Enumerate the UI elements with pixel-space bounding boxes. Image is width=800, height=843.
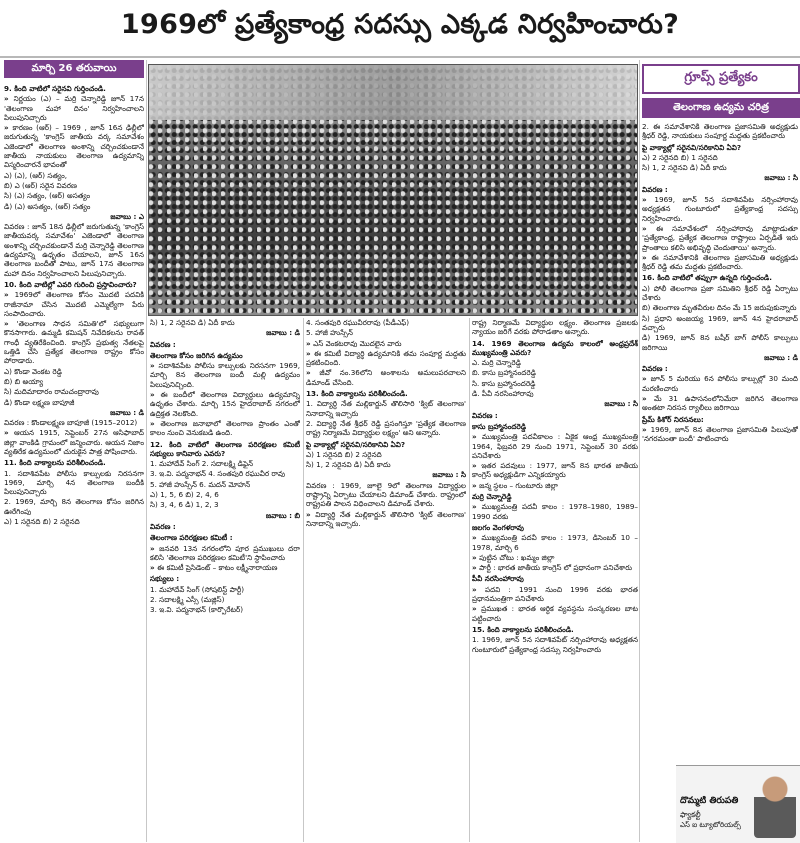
paragraph: మర్రి చెన్నారెడ్డి [472,492,512,502]
column-3 [306,318,466,840]
paragraph: బి. కాసు బ్రహ్మానందరెడ్డి [472,368,536,378]
paragraph: » తెలంగాణ జనాభాలో తెలంగాణ ప్రాంతం ఎంతో కాలం నుంచి వెనుకబడి ఉంది. [150,419,300,438]
paragraph: ఎ. మర్రి చెన్నారెడ్డి [472,358,521,368]
paragraph: 2. విద్యార్థి నేత శ్రీధర్ రెడ్డి ప్రసంగిస్తూ 'ప్రత్యేక తెలంగాణ రాష్ట్ర నిర్మాణమే విద్యార్థుల లక్ష్యం' అని అన్నారు. [306,418,466,438]
column-1 [4,82,144,840]
paragraph: » పదవి : 1991 నుంచి 1996 వరకు భారత ప్రధానమంత్రిగా పనిచేశారు [472,585,638,604]
paragraph: 1. మహాదేవ్ సింగ్ (సోషలిస్ట్ పార్టీ) [150,584,245,594]
paragraph: » సదాశివపేట పోలీసు కాల్పులకు నిరసనగా 1969, మార్చి 8న తెలంగాణ బందీ మల్లి ఉద్యమం పిలుపునిచ్చింది. [150,361,300,389]
paragraph: తెలంగాణ కోసం జరిగిన ఉద్యమం [150,350,243,360]
paragraph: » ప్రముఖత : భారత ఆర్థిక వ్యవస్థను సంస్కరణల బాట పట్టించారు [472,604,638,623]
paragraph: » ఈ సమావేశానికి తెలంగాణ ప్రజాసమితి అధ్యక్షుడు శ్రీధర్ రెడ్డి తమ మద్దతు ప్రకటించారు. [642,253,798,272]
paragraph: ప్రేమ్ కిశోర్ నిరసనలు: [642,414,704,424]
paragraph: సి) ప్రధాని అంజయ్య 1969, జూన్ 4న హైదరాబాద్ వచ్చారు [642,313,798,332]
paragraph: జవాబు : డి [110,407,144,417]
paragraph: 5. హాజీ హుస్సేన్ [306,328,353,338]
paragraph: సి) 3, 4, 6 డి) 1, 2, 3 [150,500,219,510]
crowd-photo [148,64,638,316]
paragraph: 1. విద్యార్థి నేత మల్లికార్జున్ తొలిసారి 'క్విట్ తెలంగాణ' నినాదాన్ని ఇచ్చారు [306,399,466,418]
paragraph: 14. 1969 తెలంగాణ ఉద్యమ కాలంలో అంధ్రప్రదేశ్ ముఖ్యమంత్రి ఎవరు? [472,338,638,357]
paragraph: 16. కింది వాటిలో తప్పుగా ఉన్నది గుర్తించండి. [642,273,772,283]
paragraph: జవాబు : డి [764,352,798,362]
paragraph: జవాబు : ఎ [110,211,144,221]
paragraph: » పార్టీ : భారత జాతీయ కాంగ్రెస్ లో ప్రధానంగా పనిచేశారు [472,563,638,572]
paragraph: » ఈ కమిటీ ప్రెసిడెంట్ – కాటం లక్ష్మీనారాయణ [150,563,300,572]
paragraph: » కారణం (ఆర్) – 1969 , జూన్ 16న ఢిల్లీలో జరుగుతున్న 'కాంగ్రెస్ జాతీయ వర్క సమావేశం ఎజెండాలో తెలంగాణ అంశాన్ని చర్చించకుండానే జాతీయ నాయకులు తెలంగాణ ఉద్యమాన్ని విస్మరించారనే భావంతో [4,123,144,169]
paragraph: ఎ) 1, 5, 6 బి) 2, 4, 6 [150,490,219,500]
paragraph: 4. సంతపురి రఘువీరరావు (పీడీఎఫ్) [306,318,410,327]
paragraph: » ఈ బందీలో తెలంగాణ విద్యార్థులు ఉద్యమాన్ని ఉధృతం చేశారు. మార్చి 15న హైదరాబాద్ నగరంలో ఉద్రిక్తత నెలకొంది. [150,390,300,418]
paragraph: పై వాక్యాల్లో సరైనవి/సరికానివి ఏవి? [642,142,742,152]
paragraph: » ఆయన 1915, సెప్టెంబర్ 27న ఆసిఫాబాద్ జిల్లా వాంకిడి గ్రామంలో జన్మించారు. ఆయన నిజాం వ్యతిరేక ఉద్యమంలో చురుకైన పాత్ర పోషించారు. [4,428,144,456]
paragraph: సి. కాసు బ్రహ్మానందరెడ్డి [472,378,536,388]
avatar [754,770,796,838]
paragraph: ఎ) కొండా వెంకట రెడ్డి [4,366,62,376]
paragraph: డి) 1969, జూన్ 8న బషీర్ బాగ్ పోలీస్ కాల్పులు జరిగాయి [642,333,798,352]
paragraph: సి) (ఎ) సత్యం, (ఆర్) అసత్యం [4,191,91,201]
page-headline: 1969లో ప్రత్యేకాంధ్ర సదస్సు ఎక్కడ నిర్వహించారు? [120,9,680,40]
author-org: ఎస్ ఐ ట్యూటోరియల్స్ [680,821,741,829]
paragraph: డి) (ఎ) అసత్యం, (ఆర్) సత్యం [4,201,91,211]
author-card [676,765,800,843]
paragraph: వివరణ : జూన్ 18న ఢిల్లీలో జరుగుతున్న 'కాంగ్రెస్ జాతీయవర్క సమావేశం' ఎజెండాలో తెలంగాణ అంశాన్ని చర్చించకుండానే మర్రి చెన్నారెడ్డి తెలంగాణ ఉద్యమాన్ని ఉధృతం చేయాలని, జూన్ 16న తెలంగాణ బందీతో పాటు, జూన్ 17న తెలంగాణ మహా దినం నిర్వహించాలని పిలుపునిచ్చారు. [4,222,144,278]
paragraph: » ఈ కమిటీ విద్యార్థి ఉద్యమానికి తమ సంపూర్ణ మద్దతు ప్రకటించింది. [306,349,466,368]
paragraph: వివరణ : [642,184,668,194]
author-role: ఫ్యాకల్టీ [680,810,701,819]
paragraph: 9. కింది వాటిలో సరైనవి గుర్తించండి. [4,84,106,93]
paragraph: సభ్యులు : [150,574,180,584]
paragraph: » జూన్ 5 మరియు 6న పోలీసు కాల్పుల్లో 30 మంది మరణించారు [642,374,798,393]
paragraph: ఎ) పోలీ తెలంగాణ ప్రజా సమితిని శ్రీధర్ రెడ్డి ఏర్పాటు చేశారు [642,283,798,303]
paragraph: జలగం వెంగళరావు [472,522,524,532]
column-5 [642,122,798,762]
paragraph: సి) మదిమాదారం రామచంద్రారావు [4,387,99,397]
paragraph: » జనవరి 13న నగరంలోని పూర ప్రముఖులు దరా కలిసి 'తెలంగాణ పరిరక్షణల కమిటీ'ని స్థాపించారు [150,544,300,563]
paragraph: వివరణ : [150,521,176,531]
paragraph: జవాబు : బి [265,510,300,520]
paragraph: » పుట్టిన చోటు : ఖమ్మం జిల్లా [472,553,638,562]
paragraph: బి) బి అయ్యా [4,376,44,386]
paragraph: వివరణ : [642,364,668,374]
paragraph: » జీవో నం.36లోని అంశాలను అమలుపరచాలని డిమాండ్ చేసింది. [306,368,466,387]
paragraph: వివరణ : కొండాలక్ష్మణ బాపూజీ (1915–2012) [4,418,138,428]
paragraph: వివరణ : [472,410,498,420]
paragraph: జవాబు : సి [604,399,638,409]
paragraph: 1. సదాశివపేట పోలీసు కాల్పులకు నిరసనగా 1969, మార్చి 4న తెలంగాణ బందీకి పిలుపునిచ్చారు [4,468,144,497]
paragraph: ఎ) 1 సరైనది బి) 2 సరైనది [306,449,382,459]
paragraph: సి) 1, 2 సరైనవి డి) ఏదీ కాదు [150,318,235,327]
paragraph: బి) ఎ (ఆర్) సరైన వివరణ [4,180,77,190]
paragraph: ఎ) (ఎ), (ఆర్) సత్యం, [4,170,68,180]
date-tag: మార్చి 26 తరువాయి [4,60,144,78]
author-name: దొమ్మటి తిరుపతి [680,796,739,806]
paragraph: 12. కింది వాటిలో తెలంగాణ పరిరక్షణల కమిటీ సభ్యులు కానివారు ఎవరు? [150,439,300,458]
paragraph: జవాబు : డి [266,328,300,338]
paragraph: ఎ) 2 సరైనది బి) 1 సరైనది [642,152,718,162]
paragraph: » విద్యార్థి నేత మల్లికార్జున్ తొలిసారి 'క్విట్ తెలంగాణ' నినాదాన్ని ఇచ్చారు. [306,510,466,529]
paragraph: డి. పీవీ నరసింహారావు [472,389,534,399]
paragraph: 2. సదాలక్ష్మి ఎస్సీ (మజ్లిస్) [150,595,225,605]
paragraph: 2. ఈ సమావేశానికి తెలంగాణ ప్రజాసమితి అధ్యక్షుడు శ్రీధర్ రెడ్డి, నాయకులు సంపూర్ణ మద్దతు ప్రకటించారు [642,122,798,141]
sidebar-title: గ్రూప్స్ ప్రత్యేకం [642,64,800,94]
paragraph: 3. ఇ.వి. పద్మనాభన్ 4. సంతపురి రఘువీర రావు [150,469,286,479]
paragraph: 10. కింది వాటిల్లో ఎవరి గురించి ప్రస్తావించారు? [4,279,137,289]
paragraph: 1. 1969, జూన్ 5న సదాశివపేట్ నర్సింహారావు అధ్యక్షతన గుంటూరులో ప్రత్యేకాంధ్ర సదస్సు నిర్వహించారు [472,635,638,654]
paragraph: 2. 1969, మార్చి 8న తెలంగాణ కోసం జరిగిన ఊరేగింపు [4,497,144,516]
paragraph: పై వాక్యాల్లో సరైనవి/సరికానివి ఏవి? [306,439,406,449]
column-divider [146,60,147,842]
paragraph: జవాబు : సి [432,470,466,480]
paragraph: తెలంగాణ పరిరక్షణల కమిటీ : [150,533,233,543]
paragraph: » 1969, జూన్ 5న సదాశివపేట నర్సింహారావు అధ్యక్షతన గుంటూరులో ప్రత్యేకాంధ్ర సదస్సు నిర్వహించారు. [642,195,798,223]
paragraph: » ముఖ్యమంత్రి పదవీ కాలం : 1973, డిసెంబర్ 10 – 1978, మార్చి 6 [472,533,638,552]
paragraph: వివరణ : [150,339,176,349]
column-divider [639,60,640,842]
paragraph: 15. కింది వాక్యాలను పరిశీలించండి. [472,624,574,634]
paragraph: 11. కింది వాక్యాలను పరిశీలించండి. [4,458,106,468]
paragraph: » ఈ సమావేశంలో నర్సింహారావు మాట్లాడుతూ 'ప్రత్యేకాంధ్ర, ప్రత్యేక తెలంగాణ రాష్ట్రాలు ఏర్పడితే ఇరు ప్రాంతాలు కలిసి అభివృద్ధి చెందుతాయి' అన్నారు. [642,224,798,252]
paragraph: 1. మహాదేవ్ సింగ్ 2. సదాలక్ష్మి డిఫైన్ [150,459,254,469]
paragraph: » ఇతర పదవులు : 1977, జూన్ 8న భారత జాతీయ కాంగ్రెస్ అధ్యక్షుడిగా ఎన్నికయ్యారు [472,461,638,480]
photo-sky [149,65,637,120]
paragraph: వివరణ : 1969, జూలై 9లో తెలంగాణ విద్యార్థుల రాష్ట్రాన్ని ఏర్పాటు చేయాలని డిమాండ్ చేశారు. రాష్ట్రంలో రాష్ట్రపతి పాలన విధించాలని డిమాండ్ చేశారు. [306,480,466,509]
paragraph: » 'తెలంగాణ సాధన సమితి'లో సభ్యులుగా కొనసాగారు. ఉమ్మడి కమిషన్ నివేదికలను రావత్ గాంధీ వ్యతిరేకించింది. కాంగ్రెస్ ప్రభుత్వ నేతలపై ఒత్తిడి చేసి ప్రత్యేక తెలంగాణ రాష్ట్రం కోసం పోరాడారు. [4,319,144,365]
paragraph: » ముఖ్యమంత్రి పదవీకాలం : ఏకైక ఆంధ్ర ముఖ్యమంత్రి 1964, ఫిబ్రవరి 29 నుంచి 1971, సెప్టెంబర్ 30 వరకు పనిచేశారు [472,432,638,460]
paragraph: ఎ) 1 సరైనది బి) 2 సరైనది [4,517,80,527]
column-2 [150,318,300,840]
paragraph: » 1969లో తెలంగాణ కోసం మొదటి పదవికి రాజీనామా చేసిన మొదటి ఎమ్మెల్యేగా పేరు సంపాదించారు. [4,290,144,318]
column-4 [472,318,638,840]
paragraph: డి) కొండా లక్ష్మణ బాపూజీ [4,397,75,407]
paragraph: పీవీ నరసింహారావు [472,574,524,584]
paragraph: » ముఖ్యమంత్రి పదవీ కాలం : 1978–1980, 1989–1990 వరకు [472,502,638,521]
paragraph: బి) తెలంగాణ మృతవీరుల దినం మే 15 జరుపుకున్నారు [642,303,797,313]
paragraph: » మే 31 ఉపాసనంలోనిమేరా జరిగిన తెలంగాణ అంతటా నిరసన ర్యాలీలు జరిగాయి [642,394,798,413]
paragraph: 13. కింది వాక్యాలను పరిశీలించండి. [306,389,408,399]
column-divider [469,318,470,842]
paragraph: » నిర్ణయం (ఎ) – మర్రి చెన్నారెడ్డి జూన్ 17న 'తెలంగాణ మహా దినం' నిర్వహించాలని పిలుపునిచ్చారు [4,94,144,122]
paragraph: రాష్ట్ర నిర్మాణమే విద్యార్థుల లక్ష్యం. తెలంగాణ ప్రజలకు న్యాయం జరిగే వరకు పోరాడతాం అన్నారు. [472,318,638,337]
paragraph: » ఎస్ వెంకటరావు మొదలైన వారు [306,339,466,348]
paragraph: జవాబు : సి [764,173,798,183]
paragraph: సి) 1, 2 సరైనవి డి) ఏదీ కాదు [306,460,391,470]
sidebar-subtitle: తెలంగాణ ఉద్యమ చరిత్ర [642,98,800,118]
paragraph: సి) 1, 2 సరైనవి డి) ఏదీ కాదు [642,163,727,173]
paragraph: » జన్మ స్థలం – గుంటూరు జిల్లా [472,481,638,490]
paragraph: కాసు బ్రహ్మానందరెడ్డి [472,421,527,431]
paragraph: 3. ఇ.వి. పద్మనాభన్ (కార్పొరేటర్) [150,605,244,615]
paragraph: » 1969, జూన్ 8న తెలంగాణ ప్రజాసమితి పిలుపుతో 'నగరమంతా బందీ' పాటించారు [642,425,798,444]
paragraph: 5. హాజీ హుస్సేన్ 6. మదన్ మోహన్ [150,479,251,489]
headline-divider [0,56,800,58]
column-divider [303,318,304,842]
